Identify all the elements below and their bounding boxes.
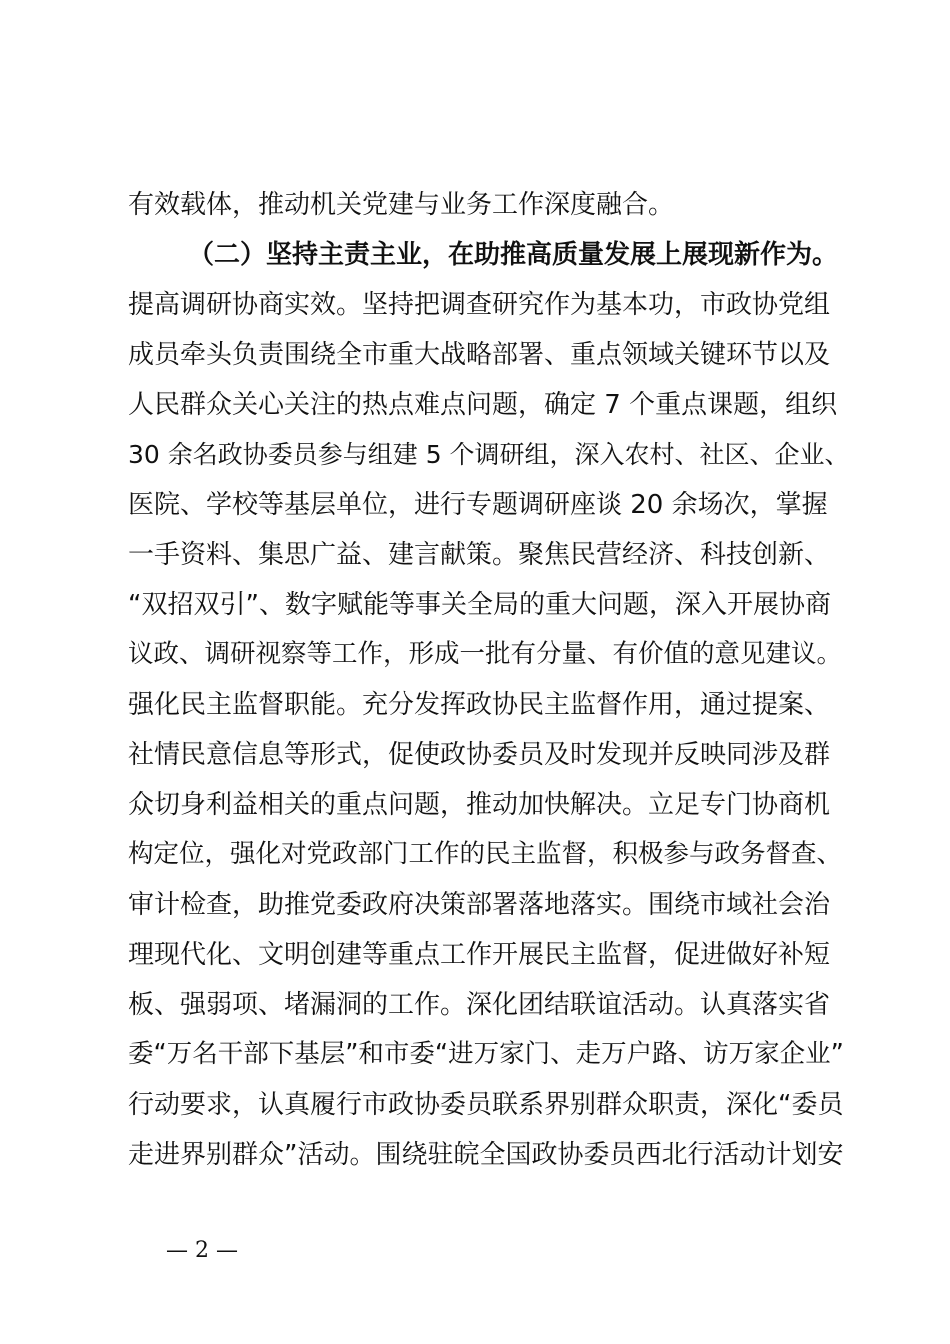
body-line: 理现代化、文明创建等重点工作开展民主监督，促进做好补短 <box>128 940 831 970</box>
body-line: 社情民意信息等形式，促使政协委员及时发现并反映同涉及群 <box>128 740 831 770</box>
body-line: 审计检查，助推党委政府决策部署落地落实。围绕市域社会治 <box>128 890 831 920</box>
body-line: 走进界别群众”活动。围绕驻皖全国政协委员西北行活动计划安 <box>128 1140 844 1170</box>
body-line: 提高调研协商实效。坚持把调查研究作为基本功，市政协党组 <box>128 290 831 320</box>
body-line: 委“万名干部下基层”和市委“进万家门、走万户路、访万家企业” <box>128 1039 844 1069</box>
body-line: 有效载体，推动机关党建与业务工作深度融合。 <box>128 190 675 220</box>
body-line: 一手资料、集思广益、建言献策。聚焦民营经济、科技创新、 <box>128 540 831 570</box>
body-line: 强化民主监督职能。充分发挥政协民主监督作用，通过提案、 <box>128 690 831 720</box>
body-line: 构定位，强化对党政部门工作的民主监督，积极参与政务督查、 <box>128 839 843 869</box>
body-line: 板、强弱项、堵漏洞的工作。深化团结联谊活动。认真落实省 <box>128 990 831 1020</box>
body-line: 成员牵头负责围绕全市重大战略部署、重点领域关键环节以及 <box>128 340 831 370</box>
body-line: 30 余名政协委员参与组建 5 个调研组，深入农村、社区、企业、 <box>128 440 850 469</box>
body-line: 议政、调研视察等工作，形成一批有分量、有价值的意见建议。 <box>128 639 843 669</box>
body-line: 众切身利益相关的重点问题，推动加快解决。立足专门协商机 <box>128 790 831 820</box>
page-number: — 2 — <box>166 1238 238 1263</box>
body-line: 行动要求，认真履行市政协委员联系界别群众职责，深化“委员 <box>128 1090 844 1120</box>
body-line: 医院、学校等基层单位，进行专题调研座谈 20 余场次，掌握 <box>128 490 828 520</box>
section-heading: （二）坚持主责主业，在助推高质量发展上展现新作为。 <box>188 240 839 270</box>
body-line: 人民群众关心关注的热点难点问题，确定 7 个重点课题，组织 <box>128 390 838 420</box>
body-line: “双招双引”、数字赋能等事关全局的重大问题，深入开展协商 <box>128 590 831 620</box>
